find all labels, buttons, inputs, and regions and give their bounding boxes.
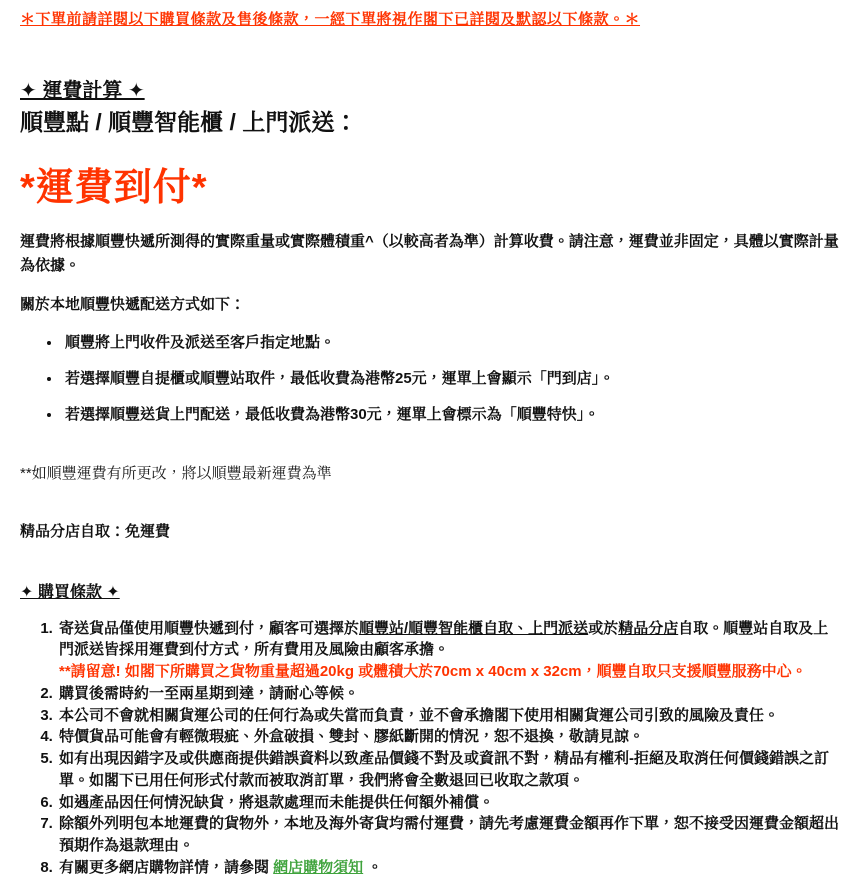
terms-item-courier-liability: 3. 本公司不會就相關貨運公司的任何行為或失當而負責，並不會承擔閣下使用相關貨運公司引致的風險及責任。: [57, 705, 843, 727]
terms-item8-text-1: 有關更多網店購物詳情，請參閱: [59, 858, 274, 876]
purchase-terms-heading: ✦ 購買條款 ✦: [20, 583, 120, 601]
terms-item-out-of-stock: 6. 如遇產品因任何情況缺貨，將退款處理而未能提供任何額外補償。: [57, 792, 843, 814]
store-pickup-free-note: 精品分店自取：免運費: [20, 522, 171, 540]
terms-item1-text-1: 寄送貨品僅使用順豐快遞到付，顧客可選擇於: [59, 619, 360, 637]
freight-collect-title: *運費到付*: [20, 166, 208, 209]
delivery-bullet-door-to-door: • 若選擇順豐送貨上門配送，最低收費為港幣30元，運單上會標示為「順豐特快」。: [62, 404, 843, 425]
delivery-bullet-list: [20, 332, 843, 425]
freight-update-note: **如順豐運費有所更改，將以順豐最新運費為準: [20, 464, 332, 482]
terms-item1-underlined-methods: 順豐站/順豐智能櫃自取、上門派送: [359, 619, 589, 637]
terms-item-discounted-goods: 4. 特價貨品可能會有輕微瑕疵、外盒破損、雙封、膠紙斷開的情況，恕不退換，敬請見諒。: [57, 726, 843, 748]
pre-order-notice: ＊下單前請詳閱以下購買條款及售後條款，一經下單將視作閣下已詳閱及默認以下條款。＊: [20, 11, 641, 28]
terms-item1-underlined-boutique: 精品分店: [618, 619, 679, 637]
delivery-bullet-pickup: • 順豐將上門收件及派送至客戶指定地點。: [62, 332, 843, 353]
delivery-methods-subheading: 順豐點 / 順豐智能櫃 / 上門派送：: [20, 108, 358, 135]
terms-item-more-info: [57, 857, 843, 879]
purchase-terms-list: [20, 618, 843, 879]
terms-item-freight-refund-policy: 7. 除額外列明包本地運費的貨物外，本地及海外寄貨均需付運費，請先考慮運費金額再作下單，恕不接受因運費金額超出預期作為退款理由。: [57, 813, 843, 857]
terms-item1-size-weight-warning: **請留意! 如閣下所購買之貨物重量超過20kg 或體積大於70cm x 40cm x 32cm，順豐自取只支援順豐服務中心。: [59, 663, 807, 681]
freight-calculation-intro: 運費將根據順豐快遞所測得的實際重量或實際體積重^（以較高者為準）計算收費。請注意，運費並非固定，具體以實際計量為依據。: [20, 233, 839, 274]
shipping-section: [20, 79, 843, 542]
terms-item-delivery-time: 2. 購買後需時約一至兩星期到達，請耐心等候。: [57, 683, 843, 705]
terms-item1-text-3: 自取。順豐站自取及上門派送皆採用運費到付方式，所有費用及風險由顧客承擔。: [59, 619, 829, 659]
purchase-terms-section: [20, 583, 843, 879]
online-shop-guide-link[interactable]: 網店購物須知: [273, 858, 364, 876]
terms-item8-text-2: 。: [363, 858, 383, 876]
shipping-section-heading: ✦ 運費計算 ✦: [20, 79, 145, 102]
terms-item-pricing-errors: 5. 如有出現因錯字及或供應商提供錯誤資料以致產品價錢不對及或資訊不對，精品有權利-拒絕及取消任何價錢錯誤之訂單。如閣下已用任何形式付款而被取消訂單，我們將會全數退回已收取之款項。: [57, 748, 843, 792]
terms-item-shipping-options: [57, 618, 843, 683]
delivery-bullet-locker-station: • 若選擇順豐自提櫃或順豐站取件，最低收費為港幣25元，運單上會顯示「門到店」。: [62, 368, 843, 389]
delivery-methods-intro: 關於本地順豐快遞配送方式如下：: [20, 295, 246, 313]
terms-item1-text-2: 或於: [588, 619, 619, 637]
